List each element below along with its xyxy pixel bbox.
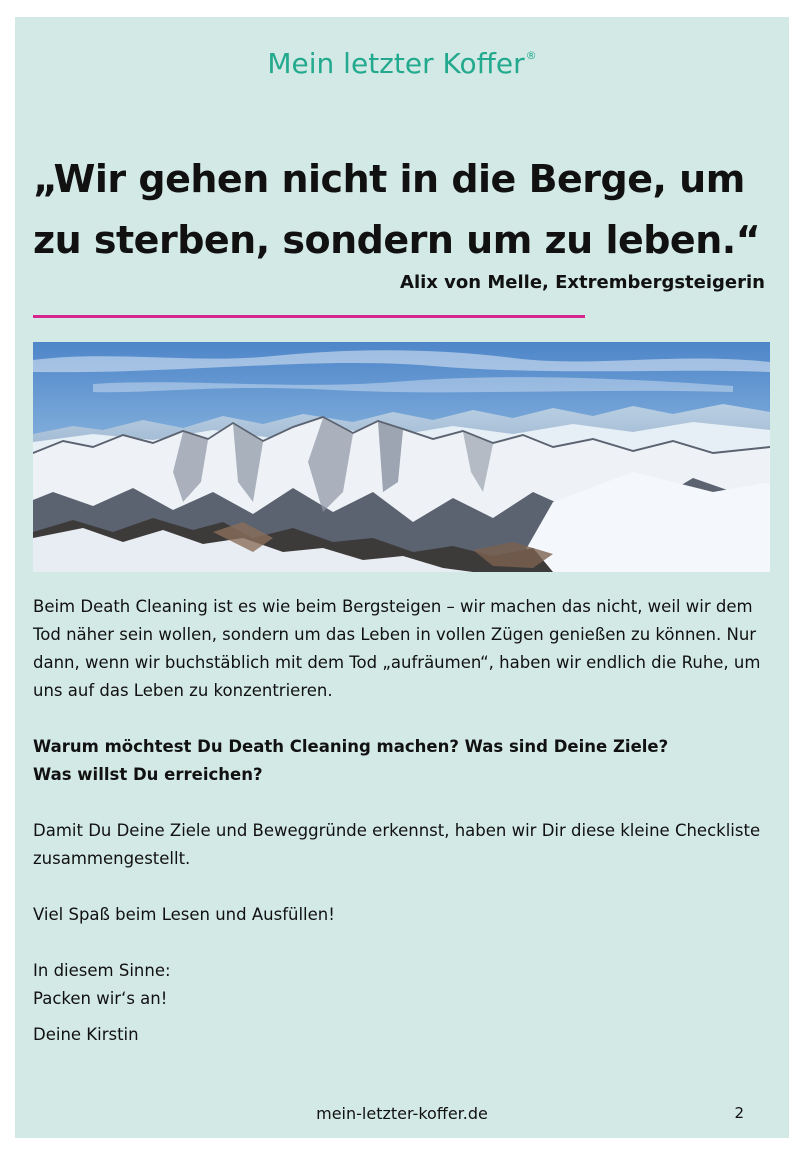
wish-paragraph: Viel Spaß beim Lesen und Ausfüllen! (33, 905, 335, 924)
quote-text: „Wir gehen nicht in die Berge, um zu sterben, sondern um zu leben.“ (33, 157, 761, 262)
registered-mark: ® (525, 49, 537, 62)
closing-block (33, 957, 773, 1013)
footer-url: mein-letzter-koffer.de (316, 1104, 488, 1123)
questions-block (33, 733, 773, 789)
closing-line-1: In diesem Sinne: (33, 961, 171, 980)
intro-paragraph: Beim Death Cleaning ist es wie beim Bergsteigen – wir machen das nicht, weil wir dem Tod näher sein wollen, sondern um das Leben in vollen Zügen genießen zu können. Nur dann, wenn wir buchstäblich mit dem Tod „aufräumen“, haben wir endlich die Ruhe, um uns auf das Leben zu konzentrieren. (33, 597, 761, 700)
quote-author: Alix von Melle, Extrembergsteigerin (400, 272, 765, 293)
divider-line (33, 315, 585, 318)
signature: Deine Kirstin (33, 1025, 139, 1044)
question-goals: Warum möchtest Du Death Cleaning machen? Was sind Deine Ziele? (33, 737, 669, 756)
brand-name: Mein letzter Koffer (267, 47, 525, 80)
page (15, 17, 789, 1138)
closing-line-2: Packen wir‘s an! (33, 989, 168, 1008)
question-achieve: Was willst Du erreichen? (33, 765, 263, 784)
checklist-paragraph: Damit Du Deine Ziele und Beweggründe erkennst, haben wir Dir diese kleine Checkliste zusammengestellt. (33, 821, 761, 868)
page-number: 2 (734, 1104, 744, 1122)
mountain-panorama-image (33, 342, 770, 572)
brand-logo (15, 47, 789, 80)
